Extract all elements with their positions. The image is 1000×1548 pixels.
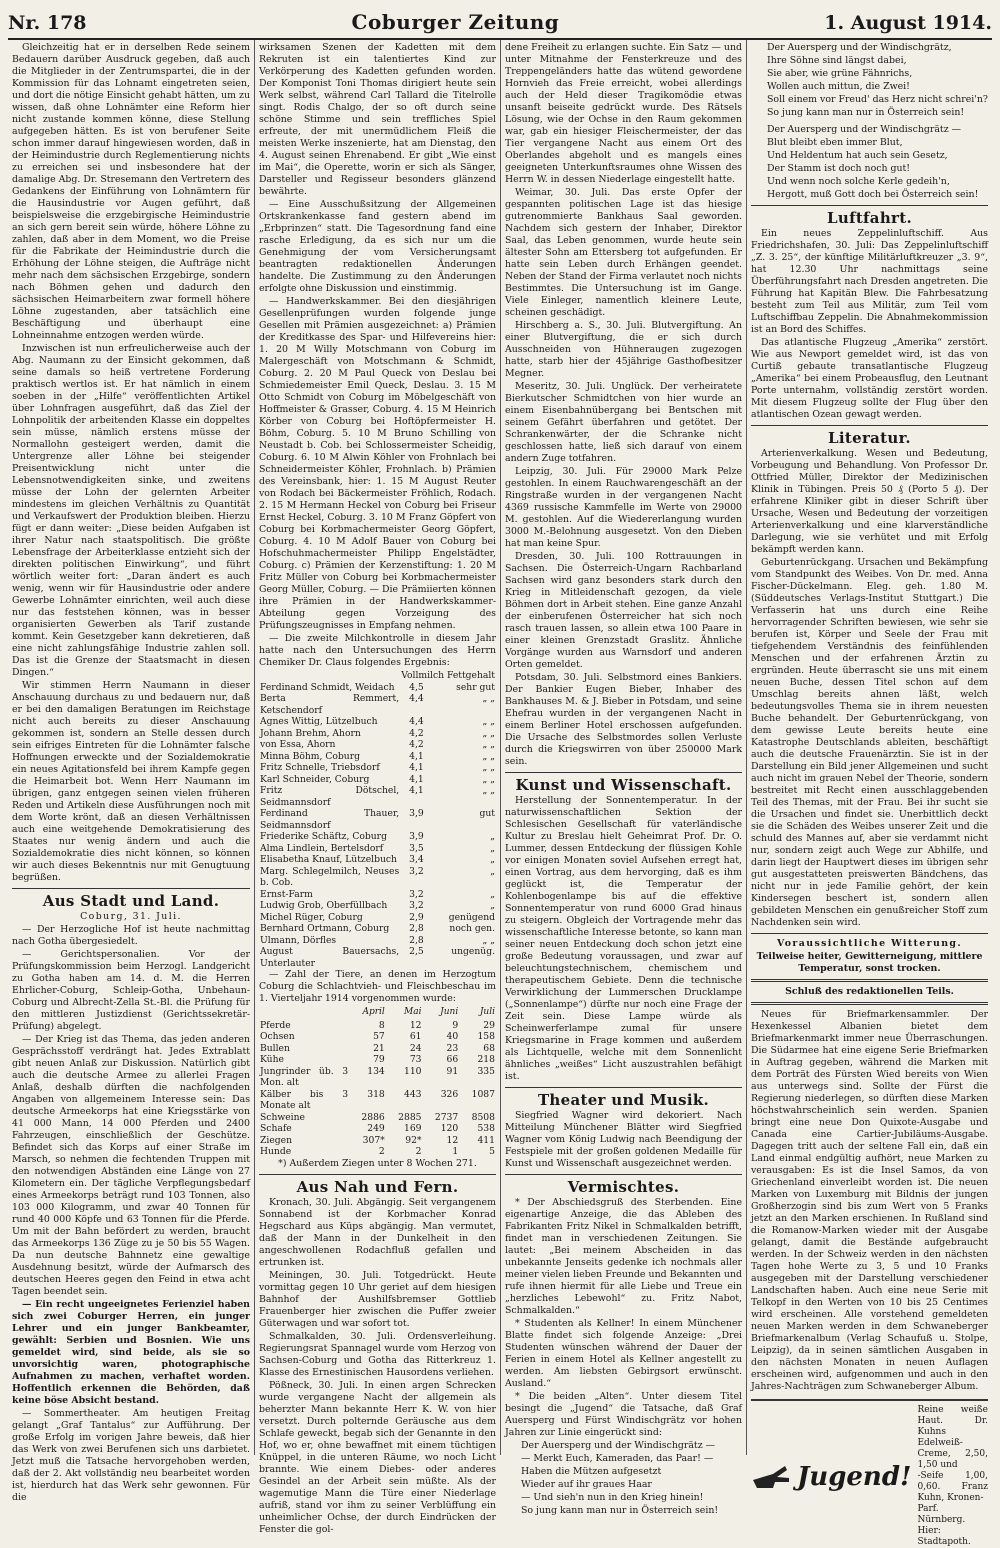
- divider: [751, 1002, 988, 1005]
- newspaper-title: Coburger Zeitung: [351, 10, 560, 34]
- hand-pointer-icon: [751, 1460, 791, 1494]
- count-cell: 21: [373, 1042, 385, 1054]
- poem-line: Sie aber, wie grüne Fähnrichs,: [767, 68, 913, 79]
- column-2: [254, 40, 500, 1535]
- news-item: Potsdam, 30. Juli. Selbstmord eines Bankiers. Der Bankier Eugen Bieber, Inhaber des Bankhauses M. & J. Bieber in Potsdam, und seine Ehefrau wurden in der vergangenen Nacht in einem Berliner Hotel erschossen aufgefunden. Die Ursache des Selbstmordes sollen Verluste durch die Kriegswirren von über 250000 Mark sein.: [505, 672, 742, 767]
- fat-value-cell: 3,2: [409, 865, 424, 877]
- count-cell: 79: [373, 1054, 385, 1065]
- count-cell: 2: [378, 1146, 385, 1157]
- rating-cell: gut: [479, 808, 495, 819]
- editorial-end-notice: Schluß des redaktionellen Teils.: [785, 986, 954, 997]
- table-footnote: *) Außerdem Ziegen unter 8 Wochen 271.: [278, 1157, 477, 1169]
- article-paragraph: Wir stimmen Herrn Naumann in dieser Anschauung durchaus zu und bedauern nur, daß er bei den damaligen Beratungen im Reichstage nicht auch bereits zu dieser Anschauung gekommen ist, sondern an Stelle dessen durch sein eifriges Eintreten für die Lohnämter falsche Hoffnungen erweckte und der Sozialdemokratie ein neues Agitationsfeld bei ihrem Kampfe gegen die Heimarbeit bot. Wenn Herr Naumann im übrigen, ganz entgegen seinen vielen früheren Reden und Artikeln diese Ausführungen noch mit dem Worte krönt, daß an diesen Verhältnissen auch eine weitgehende Demokratisierung des Staates nur wenig ändern und auch die Sozialdemokratie dies nicht können, so können wir auch dieses Bekenntnis nur mit Genugtuung begrüßen.: [12, 680, 250, 883]
- livestock-table-row: [259, 1089, 496, 1112]
- month-header: Mai: [404, 1007, 422, 1017]
- milk-table-row: [259, 739, 496, 751]
- count-cell: 335: [477, 1065, 495, 1077]
- news-item: — Handwerkskammer. Bei den diesjährigen Gesellenprüfungen wurden folgende junge Gesellen mit Prämien ausgezeichnet: a) Prämien der Kreditkasse des Spar- und Hilfevereins hier: 1. 20 M Willy Motschmann von Coburg im Malergeschäft von Motschmann & Schmidt, Coburg. 2. 20 M Paul Queck von Deslau bei Schmiedemeister Emil Queck, Deslau. 3. 15 M Otto Schmidt von Coburg im Möbelgeschäft von Hoffmeister & Grasser, Coburg. 4. 15 M Heinrich Körber von Coburg bei Hoftöpfermeister H. Böhm, Coburg. 5. 10 M Bruno Schilling von Neustadt b. Cob. bei Schlossermeister Scheidig, Coburg. 6. 10 M Alwin Köhler von Frohnlach bei Schneidermeister Köhler, Frohnlach. b) Prämien des Vereinsbank, hier: 1. 15 M August Reuter von Rodach bei Bäckermeister Fröhlich, Rodach. 2. 15 M Hermann Heckel von Coburg bei Friseur Ernst Heckel, Coburg. 3. 10 M Franz Göpfert von Coburg bei Korbmachermeister Georg Göpfert, Coburg. 4. 10 M Adolf Bauer von Coburg bei Hofschuhmachermeister Philipp Engelstädter, Coburg. c) Prämien der Kerzenstiftung: 1. 20 M Fritz Müller von Coburg bei Korbmachermeister Georg Müller, Coburg. — Die Prämiierten können ihre Prämien in der Handwerkskammer-Abteilung gegen Vorzeigung des Prüfungszeugnisses in Empfang nehmen.: [259, 296, 496, 631]
- ad-brand: Jugend!: [797, 1461, 912, 1492]
- news-item: — Ein recht ungeeignetes Ferienziel haben sich zwei Coburger Herren, ein junger Lehrer und ein junger Bankbeamter, gewählt: Serbien und Bosnien. Wie uns gemeldet wird, sind beide, als sie so unvorsichtig waren, photographische Aufnahmen zu machen, verhaftet worden. Hoffentlich erkennen die Behörden, daß keine böse Absicht bestand.: [12, 1299, 250, 1406]
- poem-line: So jung kann man nur in Österreich sein!: [521, 1505, 719, 1516]
- ad-line: -Seife 1,00, 0,60. Franz Kuhn, Kronen-: [917, 1471, 988, 1503]
- count-cell: 326: [440, 1088, 459, 1100]
- count-cell: 120: [440, 1123, 459, 1134]
- count-cell: 92*: [405, 1134, 422, 1146]
- fat-value-cell: 3,9: [409, 831, 424, 842]
- poem-line: Der Auersperg und der Windischgrätz,: [767, 42, 952, 53]
- news-item: — Zahl der Tiere, an denen im Herzogtum Coburg die Schlachtvieh- und Fleischbeschau im 1. Vierteljahr 1914 vorgenommen wurde:: [259, 969, 496, 1004]
- fat-value-cell: 4,1: [409, 762, 424, 773]
- rating-cell: „ „: [482, 773, 495, 785]
- fat-value-cell: 4,5: [409, 681, 424, 693]
- news-item: — Der Herzogliche Hof ist heute nachmittag nach Gotha übergesiedelt.: [12, 924, 250, 947]
- news-item: Leipzig, 30. Juli. Für 29000 Mark Pelze gestohlen. In einem Rauchwarengeschäft an der Ringstraße wurden in der vergangenen Nacht 4369 russische Kammfelle im Werte von 29000 M. gestohlen. Auf die Wiedererlangung wurden 3000 M.-Belohnung ausgesetzt. Von den Dieben hat man keine Spur.: [505, 466, 742, 549]
- poem-line: Ihre Söhne sind längst dabei,: [767, 55, 907, 66]
- section-heading-nah-fern: Aus Nah und Fern.: [296, 1177, 459, 1196]
- month-header: Juli: [479, 1007, 495, 1017]
- rating-cell: „ „: [482, 739, 495, 750]
- count-cell: 68: [483, 1042, 495, 1054]
- count-cell: 411: [477, 1134, 495, 1146]
- rating-cell: „: [490, 831, 495, 842]
- section-heading-theater: Theater und Musik.: [537, 1091, 710, 1109]
- count-cell: 1: [452, 1146, 459, 1157]
- divider: [505, 1087, 742, 1088]
- poem-line: — Und sieh'n nun in den Krieg hinein!: [521, 1492, 704, 1503]
- news-item: Herstellung der Sonnentemperatur. In der naturwissenschaftlichen Sektion der Schlesischen Gesellschaft für vaterländische Kultur zu Breslau hielt Geheimrat Prof. Dr. O. Lummer, dessen Entdeckung der flüssigen Kohle vor einigen Monaten soviel Aufsehen erregt hat, einen Vortrag, aus dem hervorging, daß es ihm geglückt ist, die Temperatur der Kohlenbogenlampe bis auf die effektive Sonnentemperatur von rund 6000 Grad hinaus zu steigern. Obgleich der Vortragende mehr das wissenschaftliche Interesse betonte, so kann man seiner neuen Entdeckung doch schon jetzt eine große Bedeutung voraussagen, und zwar auf beleuchtungstechnischem, chemischem und therapeutischem Gebiete. Denn die technische Verwirklichung der Lummerschen Drucklampe („Sonnenlampe“) dürfte nur noch eine Frage der Zeit sein. Diese Lampe würde als Scheinwerferlampe zumal für unsere Kriegsmarine in Frage kommen und außerdem als Lichtquelle, welche mit dem Sonnenlicht ähnliches „weißes“ Licht auszustrahlen befähigt ist.: [505, 795, 742, 1082]
- news-item: Dresden, 30. Juli. 100 Rottrauungen in Sachsen. Die Österreich-Ungarn Rachbarland Sachsen wird ganz besonders stark durch den Krieg in Mitleidenschaft gezogen, da viele Böhmen dort in Arbeit stehen. Eine ganze Anzahl der einberufenen Österreicher hat sich noch rasch trauen lassen, so allein etwa 100 Paare in einer kleinen Grenzstadt Graslitz. Ähnliche Vorgänge wurden aus Warnsdorf und anderen Orten gemeldet.: [505, 551, 742, 670]
- rating-cell: „ „: [482, 727, 495, 739]
- count-cell: 61: [409, 1031, 422, 1042]
- supplier-cell: von Essa, Ahorn: [260, 739, 336, 750]
- count-cell: 8: [378, 1019, 385, 1031]
- milk-table-row: [259, 889, 496, 901]
- milk-table-row: [259, 935, 496, 947]
- issue-date: 1. August 1914.: [824, 12, 992, 34]
- count-cell: 2885: [398, 1111, 422, 1123]
- news-item: Kronach, 30. Juli. Abgängig. Seit vergangenem Sonnabend ist der Korbmacher Konrad Hegschard aus Küps abgängig. Man vermutet, daß der Mann in der Dunkelheit in den angeschwollenen Rodachfluß gefallen und ertrunken ist.: [259, 1196, 496, 1268]
- rating-cell: genügend: [448, 911, 495, 923]
- news-item: Meiningen, 30. Juli. Totgedrückt. Heute vormittag gegen 10 Uhr geriet auf dem hiesigen Bahnhof der Aushilfsbremser Gottlieb Frauenberger hier zwischen die Puffer zweier Güterwagen und war sofort tot.: [259, 1269, 496, 1329]
- section-heading-literatur: Literatur.: [828, 429, 911, 447]
- fat-value-cell: 3,5: [409, 842, 424, 854]
- rating-cell: „: [490, 900, 495, 911]
- poem-line: Und wenn noch solche Kerle gedeih'n,: [767, 176, 950, 187]
- count-cell: 8508: [471, 1111, 495, 1123]
- count-cell: 23: [446, 1042, 459, 1054]
- supplier-cell: Agnes Wittig, Lützelbuch: [260, 716, 378, 727]
- article-paragraph: Inzwischen ist nun erfreulicherweise auch der Abg. Naumann zu der Einsicht gekommen, daß seine damals so heiß vertretene Forderung praktisch wertlos ist. Er hat nämlich in einem soeben in der „Hilfe“ veröffentlichten Artikel über Lohnfragen ausgeführt, daß das Ziel der Lohnpolitik der arbeitenden Klasse ein doppeltes sein müsse, nämlich erstens müsse der Normallohn gesteigert werden, damit die Untergrenze aller Löhne bei steigender Preisentwicklung nicht unter die Lebensnotwendigkeiten sinke, und zweitens müsse der Lohn der gelernten Arbeiter mindestens im gleichen Verhältnis zu Quantität und Verkaufswert der Produktion bleiben. Hierzu fügt er dann weiter: „Diese beiden Aufgaben ist ihrer Natur nach staatspolitisch. Die größte Lebensfrage der Arbeiterklasse entzieht sich der direkten politischen Einwirkung“, und führt wörtlich weiter fort: „Daran ändert es auch wenig, wenn wir für Hausindustrie oder andere Gewerbe Lohnämter einrichten, weil auch diese nur das feststehen können, was in besser organisierten Gewerben als Tarif zustande kommt. Kein Gesetzgeber kann dekretieren, daß eine nicht zahlungsfähige Industrie zahlen soll. Das ist die Grenze der Staatsmacht in diesen Dingen.“: [12, 343, 250, 678]
- news-item: * Die beiden „Alten“. Unter diesem Titel besingt die „Jugend“ die Tatsache, daß Graf Auersperg und Fürst Windischgrätz vor hohen Jahren zur Linie eingerückt sind:: [505, 1391, 742, 1438]
- supplier-cell: Minna Böhm, Coburg: [260, 750, 360, 762]
- milk-table-row: [259, 751, 496, 763]
- supplier-cell: Ferdinand Thauer, Seidmannsdorf: [260, 808, 400, 831]
- milk-table-row: [259, 923, 496, 935]
- section-heading-kunst: Kunst und Wissenschaft.: [515, 776, 732, 794]
- rating-cell: „ „: [482, 750, 495, 762]
- milk-table-row: [259, 831, 496, 843]
- milk-table-row: [259, 682, 496, 694]
- supplier-cell: Michel Rüger, Coburg: [260, 911, 363, 923]
- news-item: Geburtenrückgang. Ursachen und Bekämpfung vom Standpunkt des Weibes. Von Dr. med. Anna Fischer-Dückelmann. Eleg. geh. 1.80 M. (Süddeutsches Verlags-Institut Stuttgart.) Die Verfasserin hat uns durch eine Reihe hervorragender Schriften bewiesen, wie sehr sie berufen ist, Körper und Seele der Frau mit tiefgehendem Verständnis des feinfühlenden Menschen und der erfahrenen Ärztin zu ergründen. Heute überrascht sie uns mit einem neuen Buche, dessen Titel schon auf dem Umschlag bereits ahnen läßt, welch bedeutungsvolles Thema sie in ihrem neuesten Buche behandelt. Der Geburtenrückgang, von dem gewisse Leute bereits heute eine Katastrophe Deutschlands ableiten, beschäftigt auch die deutsche Frauenärztin. Sie ist in der Darstellung ein Bild jener Allgemeinen und sucht auch nicht im grauen Nebel der Theorie, sondern bestreitet mit Recht einen ausschlaggebenden Teil des Themas, mit der Frau. Bei ihr sucht sie die Ursachen und findet sie. Unerbittlich deckt sie die Schäden des Weibes unserer Zeit und die schuld des Mannes auf, aber sie verdammt nicht nur, sondern zeigt auch Wege zur Abhilfe, und darin liegt der Hauptwert dieses im übrigen sehr gut ausgestatteten preiswerten Bändchens, das nicht nur in jede Familie gehört, der kein Kindersegen beschert ist, sondern allen gebildeten Menschen ein genußreicher Stoff zum Nachdenken sein wird.: [751, 557, 988, 928]
- fat-value-cell: 4,2: [409, 739, 424, 750]
- poem-line: So jung kann man nur in Österreich sein!: [767, 107, 965, 118]
- news-item: * Studenten als Kellner! In einem Münchener Blatte findet sich folgende Anzeige: „Drei Studenten wünschen während der Dauer der Ferien in einem Hotel als Kellner angestellt zu werden. Am liebsten Gebirgsort erwünscht. Ausland.“: [505, 1318, 742, 1389]
- supplier-cell: Johann Brehm, Ahorn: [260, 727, 361, 739]
- animal-cell: Ochsen: [260, 1031, 295, 1042]
- poem-stanza: [751, 124, 988, 201]
- supplier-cell: Berta Remmert, Ketschendorf: [260, 693, 400, 716]
- fat-value-cell: 3,2: [409, 888, 424, 900]
- divider: [505, 772, 742, 773]
- rating-cell: noch gen.: [449, 923, 495, 934]
- news-item: Arterienverkalkung. Wesen und Bedeutung, Vorbeugung und Behandlung. Von Professor Dr. Ottfried Müller, Direktor der Medizinischen Klinik in Tübingen. Preis 50 ₰ (Porto 5 ₰). Der erfahrene Kliniker gibt in dieser Schrift über Ursache, Wesen und Bedeutung der vorzeitigen Arterienverkalkung und eine klarverständliche Darlegung, wie sie verhütet und mit Erfolg bekämpft werden kann.: [751, 448, 988, 555]
- milk-table-row: [259, 912, 496, 924]
- supplier-cell: Ferdinand Schmidt, Weidach: [260, 681, 395, 693]
- supplier-cell: Ludwig Grob, Oberfüllbach: [260, 900, 388, 911]
- count-cell: 110: [403, 1065, 422, 1077]
- milk-table-row: [259, 693, 496, 716]
- fat-value-cell: 2,8: [409, 923, 424, 934]
- fat-value-cell: 4,1: [409, 750, 424, 762]
- count-cell: 24: [409, 1042, 422, 1054]
- poem-line: Der Stamm ist doch noch gut!: [767, 163, 911, 174]
- count-cell: 5: [489, 1146, 495, 1157]
- count-cell: 9: [452, 1019, 459, 1031]
- livestock-table-row: [259, 1123, 496, 1135]
- page-header: [8, 10, 992, 40]
- article-paragraph: Gleichzeitig hat er in derselben Rede seinem Bedauern darüber Ausdruck gegeben, daß auch die Mitglieder in der Zentrumspartei, die in der Kommission für das Lohnamt eingetreten seien, und dort die nötige Einsicht gehabt hätten, um zu wissen, daß ohne Lohnämter eine Reform hier nicht zustande kommen könne, diese Stellung aufgegeben hätten. Es ist von berufener Seite schon immer darauf hingewiesen worden, daß in der Heimindustrie durch Reglementierung nichts zu erreichen sei und insbesondere hat der damalige Abg. Dr. Stresemann den Vertretern des Gedankens der Einführung von Lohnämtern für die Hausindustrie vor Augen geführt, daß beispielsweise die erzgebirgische Heimindustrie an sich gern bereit sein würde, höhere Löhne zu zahlen, daß aber in dem Moment, wo die Preise für die Fabrikate der Heimindustrie durch die Erhöhung der Löhne steigen, die Aufträge nicht mehr nach dem sächsischen Erzgebirge, sondern nach Böhmen gehen und dadurch den sächsischen Heimarbeitern zwar formell höhere Löhne zugestanden, aber tatsächlich eine Beschäftigung und überhaupt eine Lohneinnahme entzogen werden würde.: [12, 42, 250, 341]
- supplier-cell: Fritz Schnelle, Triebsdorf: [260, 762, 380, 773]
- livestock-table-row: [259, 1020, 496, 1032]
- count-cell: 249: [367, 1123, 385, 1134]
- issue-number: Nr. 178: [8, 12, 87, 34]
- rating-cell: „ „: [482, 934, 495, 946]
- milk-table-row: [259, 716, 496, 728]
- fat-value-cell: 2,9: [409, 911, 424, 923]
- count-cell: 158: [477, 1031, 495, 1042]
- column-4: [746, 40, 992, 1547]
- divider: [505, 1174, 742, 1175]
- divider: [751, 205, 988, 206]
- divider: [751, 979, 988, 982]
- rating-cell: „: [490, 854, 495, 865]
- count-cell: 66: [446, 1054, 459, 1065]
- poem-line: Der Auersperg und der Windischgrätz —: [767, 124, 961, 135]
- divider: [12, 888, 250, 889]
- poem-line: Wieder auf ihr graues Haar: [521, 1479, 652, 1490]
- fat-value-cell: 2,5: [409, 946, 424, 957]
- milk-table-header: Vollmilch Fettgehalt: [401, 670, 495, 681]
- animal-cell: Schafe: [260, 1123, 292, 1134]
- article-paragraph: dene Freiheit zu erlangen suchte. Ein Satz — und unter Mitnahme der Fensterkreuze und des Treppengeländers hatte das wütend gewordene Hornvieh das Freie erreicht, wobei allerdings auch der Held dieser Tragikomödie etwas unsanft beiseite gedrückt wurde. Des Rätsels Lösung, wie der Ochse in den Raum gekommen war, gab ein hiesiger Fleischermeister, der das Tier vergangene Nacht aus einem Ort des Oberlandes abgeholt und es mangels eines geeigneten Unterkunftsraumes ohne Wissen des Herrn W. in dessen Niederlage eingestellt hatte.: [505, 42, 742, 185]
- count-cell: 318: [367, 1088, 385, 1100]
- month-header: Juni: [440, 1007, 459, 1017]
- fat-value-cell: 3,4: [409, 854, 424, 865]
- milk-control-table: [259, 670, 496, 969]
- column-3: [500, 40, 746, 1516]
- count-cell: 73: [409, 1054, 422, 1065]
- ad-text: [917, 1405, 988, 1548]
- fat-value-cell: 4,1: [409, 785, 424, 796]
- ad-line: Parf. Nürnberg. Hier: Stadtapoth.: [917, 1504, 971, 1547]
- count-cell: 307*: [362, 1134, 385, 1146]
- divider: [751, 933, 988, 934]
- fat-value-cell: 3,2: [409, 900, 424, 911]
- poem-line: Haben die Mützen aufgesetzt: [521, 1466, 662, 1477]
- supplier-cell: Fritz Dötschel, Seidmannsdorf: [260, 785, 400, 808]
- article-paragraph: wirksamen Szenen der Kadetten mit dem Rekruten ist ein talentiertes Kind zur Verkörperung des Kadetten gefunden worden. Der Komponist Toni Thomas dirigiert heute sein Werk selbst, während Carl Tallard die Titelrolle singt. Rodis Chalgo, der so oft durch seine schöne Stimme und sein treffliches Spiel erfreute, der mit unermüdlichem Fleiß die meisten Werke inszenierte, hat am Dienstag, den 4. August seinen Ehrenabend. Er gibt „Wie einst im Mai“, die Operette, worin er sich als Sänger, Darsteller und Regisseur besonders glänzend bewährte.: [259, 42, 496, 197]
- count-cell: 538: [477, 1123, 495, 1134]
- animal-cell: Bullen: [260, 1042, 290, 1054]
- rating-cell: „: [490, 865, 495, 877]
- fat-value-cell: 3,9: [409, 808, 424, 819]
- fat-value-cell: 4,1: [409, 773, 424, 785]
- divider: [259, 1174, 496, 1175]
- count-cell: 40: [446, 1031, 459, 1042]
- news-item: — Gerichtspersonalien. Vor der Prüfungskommission beim Herzogl. Landgericht zu Gotha haben am 14. d. M. die Herren Ehrlicher-Coburg, Schleip-Gotha, Unbehaun-Coburg und Albrecht-Zella St.-Bl. die Prüfung für den mittleren Justizdienst (Gerichtssekretär-Prüfung) abgelegt.: [12, 949, 250, 1032]
- animal-cell: Jungrinder üb. 3 Mon. alt: [260, 1065, 349, 1088]
- livestock-table-row: [259, 1031, 496, 1043]
- animal-cell: Pferde: [260, 1019, 291, 1031]
- rating-cell: ungenüg.: [451, 946, 495, 957]
- fat-value-cell: 4,4: [409, 716, 424, 727]
- animal-cell: Kühe: [260, 1054, 284, 1065]
- poem-line: Hergott, muß Gott doch bei Österreich sein!: [767, 189, 979, 200]
- news-item: — Eine Ausschußsitzung der Allgemeinen Ortskrankenkasse fand gestern abend im „Erbprinzen“ statt. Die Tagesordnung fand eine rasche Erledigung, da es sich nur um die Genehmigung der vom Versicherungsamt beantragten redaktionellen Änderungen handelte. Die Zustimmung zu den Änderungen erfolgte ohne Diskussion und einstimmig.: [259, 199, 496, 294]
- animal-cell: Hunde: [260, 1146, 292, 1157]
- poem-line: Der Auersperg und der Windischgrätz —: [521, 1440, 715, 1451]
- poem-line: Wollen auch mittun, die Zwei!: [767, 81, 910, 92]
- milk-table-row: [259, 854, 496, 866]
- livestock-table: [259, 1006, 496, 1158]
- ad-line: Edelweiß-Creme, 2,50, 1,50 und: [917, 1438, 988, 1470]
- supplier-cell: Alma Lindlein, Bertelsdorf: [260, 842, 384, 854]
- divider: [751, 425, 988, 426]
- supplier-cell: Bernhard Ortmann, Coburg: [260, 923, 390, 934]
- livestock-table-header: [259, 1006, 496, 1020]
- milk-table-row: [259, 728, 496, 740]
- milk-table-row: [259, 774, 496, 786]
- animal-cell: Kälber bis 3 Monate alt: [260, 1088, 349, 1111]
- count-cell: 218: [477, 1054, 495, 1065]
- news-item: Weimar, 30. Juli. Das erste Opfer der gespannten politischen Lage ist das hiesige gutrenommierte Bankhaus Saal geworden. Nachdem sich gestern der Inhaber, Direktor Saal, das Leben genommen, wurde heute sein ältester Sohn am Ettersberg tot aufgefunden. Er hatte sein Leben durch Erhängen geendet. Neben der Stand der Firma verlautet noch nichts Bestimmtes. Die Untersuchung ist im Gange. Viele Einleger, namentlich kleinere Leute, scheinen geschädigt.: [505, 187, 742, 318]
- livestock-table-row: [259, 1135, 496, 1147]
- rating-cell: „ „: [482, 785, 495, 796]
- dateline: Coburg, 31. Juli.: [80, 911, 182, 922]
- rating-cell: „: [490, 888, 495, 900]
- rating-cell: „ „: [482, 762, 495, 773]
- fat-value-cell: 2,8: [409, 934, 424, 946]
- news-item: Schmalkalden, 30. Juli. Ordensverleihung. Regierungsrat Spannagel wurde vom Herzog von Sachsen-Coburg und Gotha das Ritterkreuz 1. Klasse des Ernestinischen Hausordens verliehen.: [259, 1330, 496, 1378]
- supplier-cell: Ernst-Farm: [260, 888, 313, 900]
- livestock-table-row: [259, 1043, 496, 1055]
- count-cell: 12: [409, 1019, 422, 1031]
- news-item: Das atlantische Flugzeug „Amerika“ zerstört. Wie aus Newport gemeldet wird, ist das von Curtiß gebaute transatlantische Flugzeug „Amerika“ bei einem Probeausflug, den Leutnant Porte unternahm, vollständig zerstört worden. Mit diesem Flugzeug sollte der Flug über den atlantischen Ozean gewagt werden.: [751, 337, 988, 420]
- rating-cell: „ „: [482, 716, 495, 727]
- count-cell: 91: [446, 1065, 459, 1077]
- column-1: [8, 40, 254, 1503]
- poem-line: Blut bleibt eben immer Blut,: [767, 137, 903, 148]
- animal-cell: Schweine: [260, 1111, 305, 1123]
- section-heading-stadt-land: Aus Stadt und Land.: [42, 892, 220, 910]
- milk-table-row: [259, 866, 496, 889]
- poem-line: Und Heldentum hat auch sein Gesetz,: [767, 150, 948, 161]
- livestock-table-row: [259, 1054, 496, 1066]
- poem-line: Soll einem vor Freud' das Herz nicht schrei'n?: [767, 94, 988, 105]
- fat-value-cell: 4,2: [409, 727, 424, 739]
- advertisement: [751, 1399, 988, 1548]
- count-cell: 134: [367, 1065, 385, 1077]
- month-header: [259, 1006, 349, 1020]
- rating-cell: „: [490, 842, 495, 854]
- livestock-table-row: [259, 1112, 496, 1124]
- weather-forecast: Teilweise heiter, Gewitterneigung, mittlere Temperatur, sonst trocken.: [756, 951, 983, 974]
- count-cell: 12: [446, 1134, 459, 1146]
- milk-table-row: [259, 808, 496, 831]
- weather-heading: Voraussichtliche Witterung.: [776, 938, 963, 949]
- news-item: Siegfried Wagner wird dekoriert. Nach Mitteilung Münchener Blätter wird Siegfried Wagner vom König Ludwig nach Beendigung der Festspiele mit der großen goldenen Medaille für Kunst und Wissenschaft ausgezeichnet werden.: [505, 1110, 742, 1169]
- count-cell: 2: [415, 1146, 422, 1157]
- poem-line: — Merkt Euch, Kameraden, das Paar! —: [521, 1453, 714, 1464]
- supplier-cell: Elisabetha Knauf, Lützelbuch: [260, 854, 397, 865]
- rating-cell: „ „: [482, 693, 495, 704]
- news-item: Pößneck, 30. Juli. In einen argen Schrecken wurde vergangene Nacht der allgemein als beherzter Mann bekannte Herr K. W. von hier versetzt. Durch polternde Geräusche aus dem Schlafe geweckt, begab sich der Genannte in den Hof, wo er, ohne bewaffnet mit einem tüchtigen Knüppel, in die unteren Räume, wo noch Licht brannte. Wie einem Diebes- oder anderes Gesindel an der Arbeit sein müßte. Als der wagemutige Mann die Türe einer Niederlage aufriß, stand vor ihm zu seiner Verblüffung ein unheimlicher Ochse, der durch Eindrücken der Fenster die gol-: [259, 1379, 496, 1535]
- news-item: Meseritz, 30. Juli. Unglück. Der verheiratete Bierkutscher Schmidtchen von hier wurde an einem Eisenbahnübergang bei Bentschen mit seinem Gefährt überfahren und getötet. Der Schrankenwärter, der die Schranke nicht geschlossen hatte, ließ sich darauf von einem andern Zuge totfahren.: [505, 381, 742, 464]
- fat-value-cell: 4,4: [409, 693, 424, 704]
- news-item: Ein neues Zeppelinluftschiff. Aus Friedrichshafen, 30. Juli: Das Zeppelinluftschiff „Z. 3. 25“, der künftige Militärluftkreuzer „3. 9“, hat 12.30 Uhr nachmittags seine Überführungsfahrt nach Dresden angetreten. Die Führung hat Kapitän Blew. Die Fahrbesatzung besteht zum Teil aus Militär, zum Teil vom Luftschiffbau Zeppelin. Die Abnahmekommission ist an Bord des Schiffes.: [751, 228, 988, 335]
- count-cell: 29: [483, 1019, 495, 1031]
- news-item: — Sommertheater. Am heutigen Freitag gelangt „Graf Tantalus“ zur Aufführung. Der große Erfolg im vorigen Jahre beweis, daß hier das Werk von zwei Berufenen sich uns darbietet. Jetzt muß die Tatsache hervorgehoben werden, daß der 2. Akt vollständig neu bearbeitet worden ist, hierdurch hat das Werk sehr gewonnen. Für die: [12, 1408, 250, 1503]
- supplier-cell: August Bauersachs, Unterlauter: [260, 946, 400, 969]
- section-heading-luftfahrt: Luftfahrt.: [827, 209, 912, 227]
- poem-stanza: [751, 42, 988, 119]
- supplier-cell: Karl Schneider, Coburg: [260, 773, 370, 785]
- milk-table-row: [259, 843, 496, 855]
- count-cell: 2737: [434, 1111, 459, 1123]
- count-cell: 2886: [361, 1111, 385, 1123]
- section-heading-vermischtes: Vermischtes.: [567, 1178, 680, 1196]
- ad-line: Reine weiße Haut. Dr. Kuhns: [917, 1405, 988, 1437]
- milk-table-row: [259, 785, 496, 808]
- count-cell: 1087: [471, 1088, 495, 1100]
- livestock-table-row: [259, 1146, 496, 1158]
- news-item: — Die zweite Milchkontrolle in diesem Jahr hatte nach den Untersuchungen des Herrn Chemiker Dr. Claus folgendes Ergebnis:: [259, 633, 496, 668]
- milk-table-row: [259, 762, 496, 774]
- milk-table-row: [259, 946, 496, 969]
- news-item: Neues für Briefmarkensammler. Der Hexenkessel Albanien bietet dem Briefmarkenmarkt immer neue Überraschungen. Die Südarmee hat eine eigene Serie Briefmarken in Auftrag gegeben, während die Marken mit dem Porträt des Fürsten Wied bereits von Wien aus unterwegs sind. Sollte der Fürst die Regierung niederlegen, so dürften diese Marken höchstwahrscheinlich sein werden. Spanien bringt eine neue Don Quixote-Ausgabe und Canada eine Cartier-Jubiläums-Ausgabe. Dagegen tritt auch der seltene Fall ein, daß ein Land einmal endgültig aufhört, neue Marken zu verausgaben: Es ist die Insel Samos, da von Griechenland einverleibt worden ist. Die neuen Marken von Luxemburg mit Bildnis der jungen Großherzogin sind bis zum Wert von 5 Franks jetzt an den Marken erschienen. In Rußland sind die Romanow-Marken wieder mit der Ausgabe gelangt, damit die Bestände aufgebraucht werden. In der Schweiz werden in den nächsten Tagen hohe Werte zu 3, 5 und 10 Franks ausgegeben mit der Darstellung verschiedener Landschaften haben. Auch eine neue Serie mit Telkopf in den Werten von 10 bis 25 Centimes wird erscheinen. Alle vorstehend gemeldeten neuen Marken werden in dem Schwaneberger Briefmarkenalbum (Verlag Schaufuß u. Stolpe, Leipzig), da in seinen sämtlichen Ausgaben in den nächsten Monaten in neuen Auflagen erscheinen wird, aufgenommen und auch in den Jahres-Nachträgen zum Schwaneberger Album.: [751, 1009, 988, 1392]
- month-header: April: [362, 1007, 385, 1017]
- count-cell: 443: [403, 1088, 422, 1100]
- milk-table-row: [259, 900, 496, 912]
- news-item: Hirschberg a. S., 30. Juli. Blutvergiftung. An einer Blutvergiftung, die er sich durch Ausschneiden von Hühneraugen zugezogen hatte, starb hier der 45jährige Gasthofbesitzer Megner.: [505, 320, 742, 379]
- poem-stanza: [505, 1440, 742, 1517]
- count-cell: 169: [403, 1123, 422, 1134]
- supplier-cell: Ulmann, Dörfles: [260, 934, 337, 946]
- rating-cell: sehr gut: [456, 681, 495, 693]
- count-cell: 57: [373, 1031, 385, 1042]
- news-item: — Der Krieg ist das Thema, das jeden anderen Gesprächsstoff verdrängt hat. Jedes Extrablatt gibt neuen Anlaß zur Diskussion. Natürlich gibt auch die deutsche Armee zu allerlei Fragen Anlaß, deshalb dürften die nachfolgenden Angaben von allgemeinem Interesse sein: Das deutsche Armeekorps hat eine Kriegsstärke von 41 000 Mann, 14 000 Pferden und 2400 Fahrzeugen, einschließlich der Geschütze. Befindet sich das Korps auf einer Straße im Marsch, so nehmen die fechtenden Truppen mit den notwendigen Abständen eine Länge von 27 Kilometern ein. Der tägliche Verpflegungsbedarf eines Armeekorps beträgt rund 103 Tonnen, also 103 000 Kilogramm, und zwar 40 Tonnen für rund 40 000 Köpfe und 63 Tonnen für die Pferde. Um mit der Bahn befördert zu werden, braucht das Armeekorps 136 Züge zu je 50 bis 55 Wagen. Da nun deutsche Bahnnetz eine gewaltige Ausdehnung besitzt, würde der Aufmarsch des deutschen Heeres gegen den Feind in etwa acht Tagen beendet sein.: [12, 1034, 250, 1297]
- supplier-cell: Marg. Schlegelmilch, Neuses b. Cob.: [260, 865, 400, 888]
- supplier-cell: Friederike Schäftz, Coburg: [260, 831, 387, 842]
- news-item: * Der Abschiedsgruß des Sterbenden. Eine eigenartige Anzeige, die das Ableben des Fabrikanten Fritz Nikel in Schmalkalden betrifft, findet man in verschiedenen Zeitungen. Sie lautet: „Bei meinem Abscheiden in das unbekannte Jenseits gedenke ich nochmals aller meiner vielen lieben Freunde und Bekannten und rufe ihnen hiermit für alle Liebe und Treue ein „herzliches Lebewohl“ zu. Fritz Nabot, Schmalkalden.“: [505, 1197, 742, 1316]
- animal-cell: Ziegen: [260, 1134, 292, 1146]
- livestock-table-row: [259, 1066, 496, 1089]
